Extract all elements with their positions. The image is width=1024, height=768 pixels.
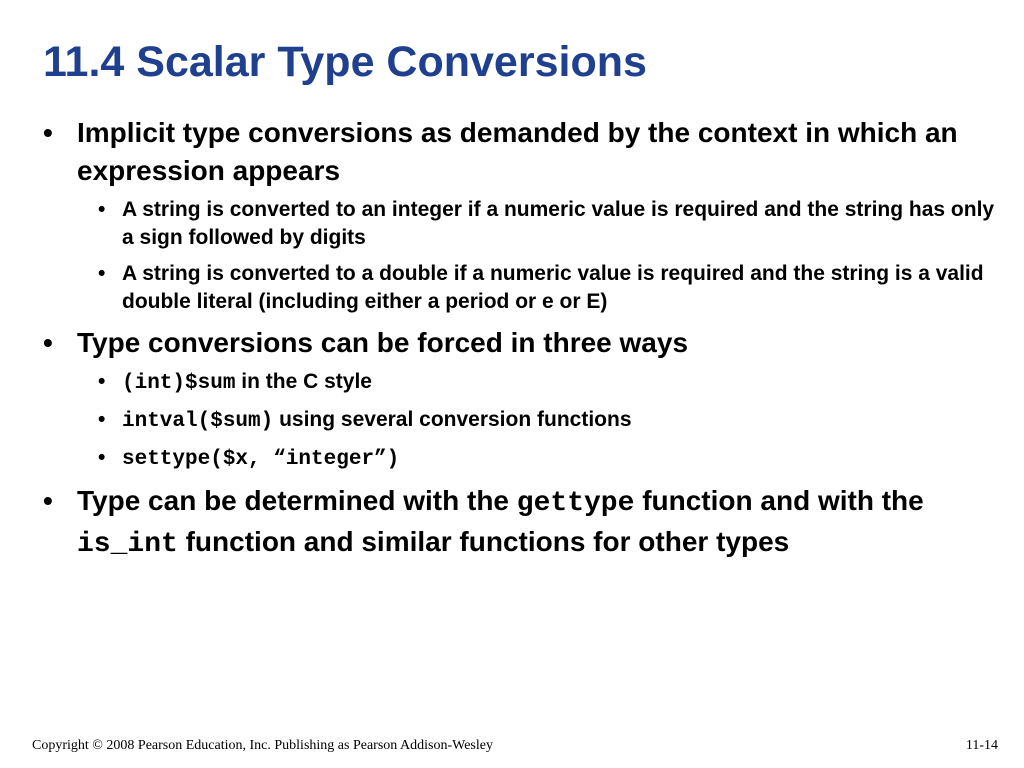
slide-title: 11.4 Scalar Type Conversions (43, 38, 647, 86)
sub-bullet-item (40, 444, 1004, 474)
code-snippet: is_int (77, 529, 178, 560)
sub-bullet-marker: • (98, 370, 106, 393)
page-number: 11-14 (965, 738, 998, 753)
bullet-item (40, 482, 1004, 564)
bullet-text: function and with the (634, 485, 924, 516)
code-snippet: gettype (516, 488, 635, 519)
bullet-list (40, 114, 1004, 570)
code-snippet: intval($sum) (122, 410, 274, 433)
sub-bullet-text: in the C style (235, 370, 372, 393)
bullet-item (40, 114, 1004, 190)
sub-bullet-marker: • (98, 198, 106, 221)
sub-bullet-marker: • (98, 408, 106, 431)
bullet-text: function and similar functions for other types (177, 526, 790, 557)
code-snippet: (int)$sum (122, 372, 236, 395)
code-snippet: settype($x, “integer”) (122, 448, 400, 471)
sub-bullet-item (40, 260, 1004, 316)
sub-bullet-text: A string is converted to an integer if a numeric value is required and the string has only a sign followed by digits (122, 198, 995, 249)
sub-bullet-item (40, 368, 1004, 398)
bullet-marker: • (43, 327, 53, 358)
bullet-marker: • (43, 485, 53, 516)
sub-bullet-marker: • (98, 262, 106, 285)
bullet-item (40, 324, 1004, 362)
bullet-text: Type can be determined with the (77, 485, 517, 516)
bullet-marker: • (43, 117, 53, 148)
sub-bullet-marker: • (98, 446, 106, 469)
sub-bullet-item (40, 406, 1004, 436)
copyright-footer: Copyright © 2008 Pearson Education, Inc. Publishing as Pearson Addison-Wesley (32, 738, 493, 753)
sub-bullet-text: using several conversion functions (273, 408, 632, 431)
sub-bullet-item (40, 196, 1004, 252)
bullet-text: Implicit type conversions as demanded by the context in which an expression appears (77, 117, 958, 186)
bullet-text: Type conversions can be forced in three ways (77, 327, 689, 358)
sub-bullet-text: A string is converted to a double if a numeric value is required and the string is a valid double literal (including either a period or e or E) (122, 262, 984, 313)
